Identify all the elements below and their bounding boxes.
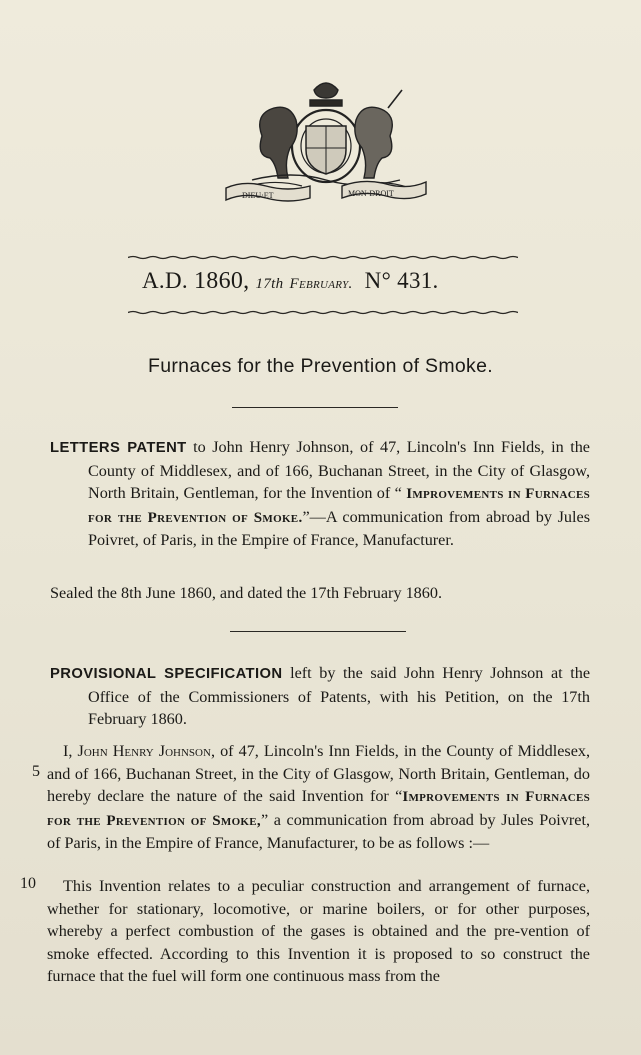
date-month: February. [289, 276, 353, 292]
ad-label: A.D. [142, 268, 188, 293]
spec-p1-a: , of 47, Lincoln's Inn Fields, in the County of Middlesex, and of 166, Buchanan Street, in the City of Glasgow, North Britain, Gentleman, do hereby declare the nature of the said Invention for “ [47, 742, 591, 806]
divider-1 [232, 407, 398, 408]
patent-title: Furnaces for the Prevention of Smoke. [148, 355, 493, 377]
line-number-5: 5 [32, 763, 40, 780]
year: 1860, [193, 268, 250, 294]
divider-2 [230, 631, 406, 632]
svg-text:DIEU·ET: DIEU·ET [242, 191, 274, 200]
svg-text:MON·DROIT: MON·DROIT [348, 189, 394, 198]
letters-patent-invention: Improvements in Furnaces for the Prevention of Smoke. [88, 486, 590, 526]
letters-patent-body-2: ”—A communication from abroad by Jules Poivret, of Paris, in the Empire of France, Manufacturer. [88, 507, 590, 550]
patent-number: 431. [397, 268, 439, 293]
bottom-ornamental-rule [128, 310, 518, 315]
line-number-10: 10 [20, 875, 36, 892]
number-label: N° [364, 268, 392, 293]
patent-dateline [142, 268, 522, 295]
provisional-paragraph [50, 662, 590, 731]
provisional-body: left by the said John Henry Johnson at the Office of the Commissioners of Patents, with his Petition, on the 17th February 1860. [88, 664, 590, 729]
specification-paragraph-1 [47, 740, 590, 855]
provisional-heading: PROVISIONAL SPECIFICATION [50, 666, 283, 682]
letters-patent-paragraph [50, 436, 590, 552]
letters-patent-heading: LETTERS PATENT [50, 440, 187, 456]
spec-invention-title: Improvements in Furnaces for the Prevention of Smoke, [47, 789, 590, 829]
spec-p1-b: ” a communication from abroad by Jules Poivret, of Paris, in the Empire of France, Manufacturer, to be as follows :— [47, 810, 590, 853]
sealed-line: Sealed the 8th June 1860, and dated the 17th February 1860. [50, 584, 443, 602]
spec-applicant-name: John Henry Johnson [77, 742, 211, 760]
spec-p1-start: I, [63, 742, 78, 760]
date-day: 17th [255, 276, 284, 292]
letters-patent-body-1: to John Henry Johnson, of 47, Lincoln's Inn Fields, in the County of Middlesex, and of 166, Buchanan Street, in the City of Glasgow, North Britain, Gentleman, for the Invention of “ [88, 438, 590, 503]
royal-crest-icon [222, 76, 430, 208]
top-ornamental-rule [128, 255, 518, 260]
specification-paragraph-2: This Invention relates to a peculiar construction and arrangement of furnace, whether for stationary, locomotive, or marine boilers, or for other purposes, whereby a perfect combustion of the gases is obtained and the pre-vention of smoke effected. According to this Invention it is proposed to so construct the furnace that the fuel will form one continuous mass from the [47, 877, 590, 986]
